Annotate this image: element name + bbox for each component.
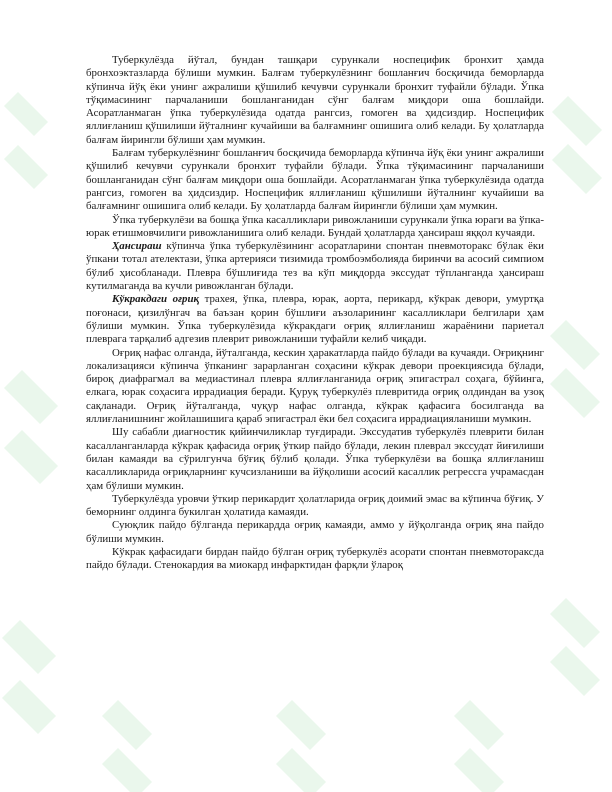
body-text [86, 54, 544, 789]
paragraph-text: Суюқлик пайдо бўлганда перикардда оғриқ камаяди, аммо у йўқолганда оғриқ яна пайдо бўлиши мумкин. [86, 519, 544, 545]
paragraph [86, 240, 544, 293]
paragraph-text: кўпинча ўпка туберкулёзининг асоратларини спонтан пневмоторакс бўлак ёки ўпкани тотал ателектази, ўпка артерияси тизимида тромбоэмболияда биринчи ва асосий симпиом бўлиб ҳисобланади. Плевра бўшлиғида тез ва кўп миқдорда экссудат тўпланганда ҳансираш кутилмаганда ва кучли ривожланган бўлади. [86, 240, 544, 293]
paragraph [86, 293, 544, 346]
paragraph [86, 546, 544, 573]
paragraph-text: Туберкулёзда йўтал, бундан ташқари сурункали носпецифик бронхит ҳамда бронхоэктазларда бўлиши мумкин. Балғам туберкулёзнинг бошланғич босқичида беморларда кўпинча йўқ ёки унинг ажралиши қўшилиб кечувчи сурункали бронхит туфайли бўлади. Ўпка тўқимасининг парчаланиши бошланганидан сўнг балғам миқдори оша бошлайди. Асоратланмаган ўпка туберкулёзида одатда рангсиз, гомоген ва ҳидсиздир. Носпецифик яллиғланиш қўшилиши йўталнинг кучайиши ва балғамнинг ошишига олиб келади. Бу ҳолатларда балғам йирингли бўлиши ҳам мумкин. [86, 54, 544, 146]
paragraph-text: Балғам туберкулёзнинг бошланғич босқичида беморларда кўпинча йўқ ёки унинг ажралиши қўшилиб кечувчи сурункали бронхит туфайли бўлади. Ўпка тўқимасининг парчаланиши бошланганидан сўнг балғам миқдори оша бошлайди. Асоратланмаган ўпка туберкулёзида одатда рангсиз, гомоген ва ҳидсиздир. Носпецифик яллиғланиш қўшилиши йўталнинг кучайиши ва балғамнинг ошишига олиб келади. Бу ҳолатларда балғам йирингли бўлиши ҳам мумкин. [86, 147, 544, 213]
paragraph [86, 347, 544, 427]
paragraph-text: Шу сабабли диагностик қийинчиликлар туғдиради. Экссудатив туберкулёз плеврити билан касалланганларда кўкрак қафасида оғриқ ўткир пайдо бўлади, лекин плеврал экссудат йиғилиши билан камаяди ва сўрилгунча бўғиқ бўлиб қолади. Ўпка туберкулёзи ва бошқа яллиғланиш касалликларида оғриқларнинг кучсизланиши ва йўқолиши асосий касаллик регрессга учрамасдан ҳам бўлиши мумкин. [86, 426, 544, 492]
paragraph [86, 147, 544, 213]
term-heading: Кўкракдаги оғриқ [112, 293, 200, 306]
paragraph-text: Оғриқ нафас олганда, йўталганда, кескин ҳаракатларда пайдо бўлади ва кучаяди. Оғриқнинг локализацияси кўпинча ўпканинг зарарланган соҳасини кўкрак девори проекциясида бўлади, бироқ диафрагмал ва медиастинал плевра яллиғланганида оғриқ эпигастрал соҳага, бўйинга, елкага, юрак соҳасига иррадиация беради. Қуруқ туберкулёз плевритида оғриқ олдиндан ва узоқ сақланади. Оғриқ йўталганда, чуқур нафас олганда, кўкрак қафасига босилганда ва яллиғланишнинг жойлашишига қараб эпигастрал ёки бел соҳасига иррадиацияланиши мумкин. [86, 346, 544, 426]
paragraph [86, 426, 544, 492]
paragraph-text: Кўкрак қафасидаги бирдан пайдо бўлган оғриқ туберкулёз асорати спонтан пневмотораксда пайдо бўлади. Стенокардия ва миокард инфарктидан фарқли ўлароқ [86, 545, 544, 572]
paragraph-text: Туберкулёзда уровчи ўткир перикардит ҳолатларида оғриқ доимий эмас ва кўпинча бўғиқ. У беморнинг олдинга букилган ҳолатида камаяди. [86, 492, 544, 519]
paragraph-text: трахея, ўпка, плевра, юрак, аорта, перикард, кўкрак девори, умуртқа поғонаси, қизилўнгач ва баъзан қорин бўшлиғи аъзоларининг касалликлари белгилари ҳам бўлиши мумкин. Ўпка туберкулёзида кўкракдаги оғриқ яллиғланиш жараёнини париетал плеврага тарқалиб адгезив плеврит ривожланиши туфайли келиб чиқади. [86, 293, 544, 346]
paragraph [86, 54, 544, 147]
paragraph [86, 214, 544, 241]
paragraph [86, 493, 544, 520]
term-heading: Ҳансираш [112, 240, 162, 253]
paragraph [86, 519, 544, 546]
paragraph-text: Ўпка туберкулёзи ва бошқа ўпка касалликлари ривожланиши сурункали ўпка юраги ва ўпка-юрак етишмовчилиги ривожланишига олиб келади. Бундай ҳолатларда ҳансираш яққол кучаяди. [86, 213, 544, 239]
